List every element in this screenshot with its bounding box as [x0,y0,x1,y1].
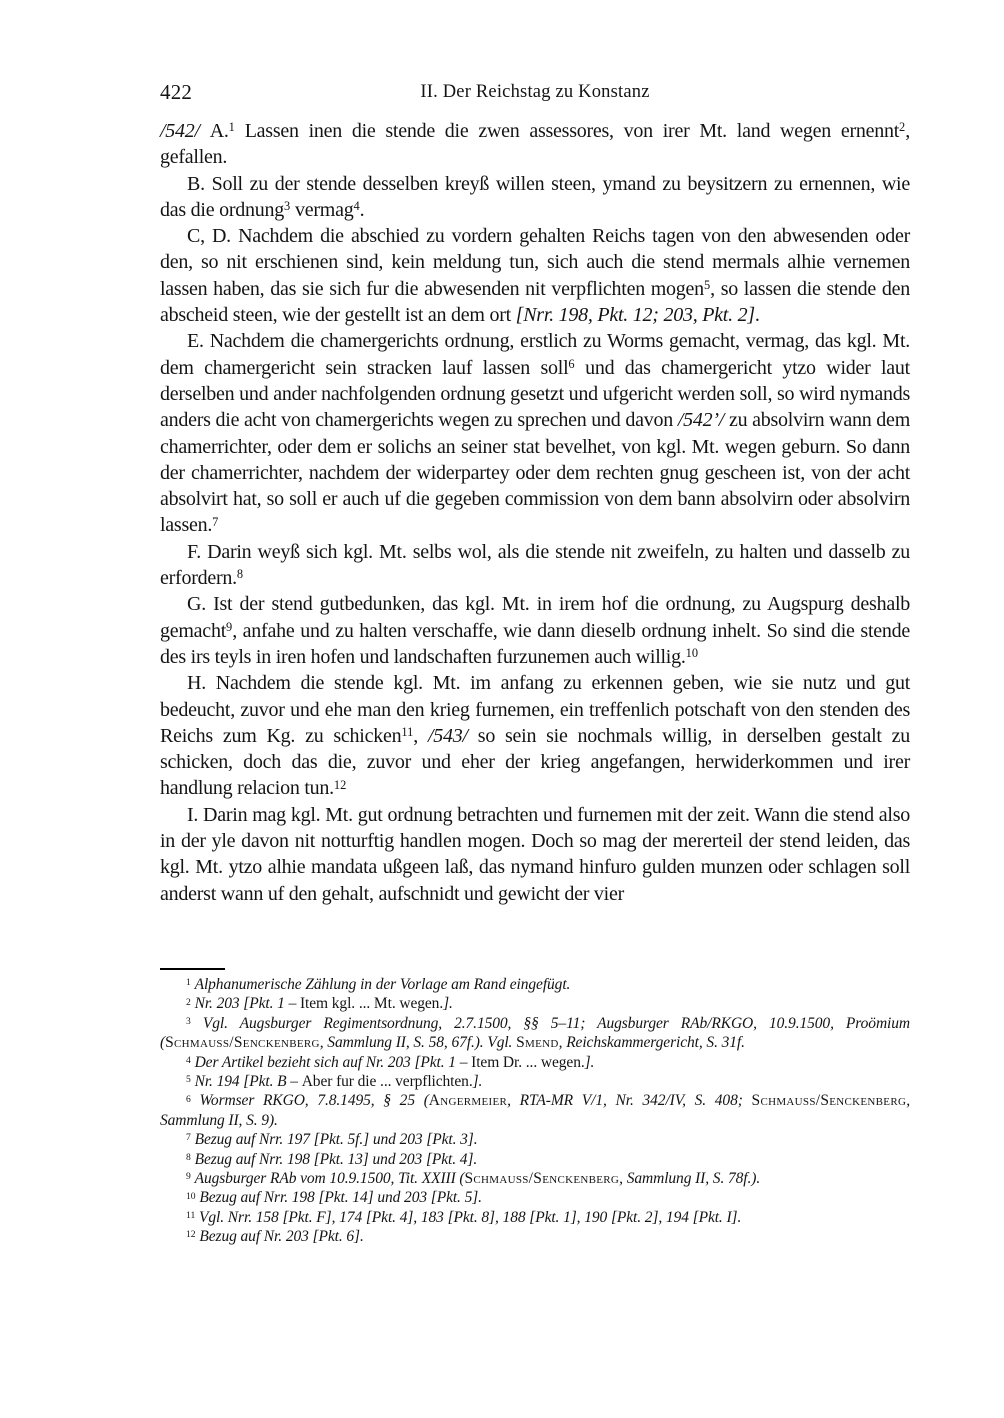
footnote [160,1227,910,1246]
text-run: Item Dr. ... wegen. [471,1053,585,1071]
text-run: so sein sie nochmals willig, in derselben gestalt zu schicken, doch das die, zuvor und eher der krieg angefangen, herwiderkommen und irer handlung relacion tun. [160,724,910,800]
footnotes-section [160,975,910,1247]
text-run: Item kgl. ... Mt. wegen. [300,995,444,1013]
footnote [160,1072,910,1091]
italic-text: , Sammlung II, S. 78f.). [619,1170,761,1188]
footnote-reference: 7 [212,514,219,529]
footnote-reference: 2 [899,120,906,135]
body-paragraph [160,802,910,907]
italic-text: Vgl. Nrr. 158 [Pkt. F], 174 [Pkt. 4], 183 [Pkt. 8], 188 [Pkt. 1], 190 [Pkt. 2], 194 [Pkt. I]. [199,1208,742,1226]
footnote [160,1091,910,1130]
footnote-reference: 10 [685,646,699,661]
text-run: Lassen inen die stende die zwen assessores, von irer Mt. land wegen ernennt [234,120,900,142]
body-paragraph [160,591,910,670]
footnote-marker: 7 [186,1132,191,1144]
text-run: und das chamergericht ytzo wider laut derselben und ander nachfolgenden ordnung gesetzt und ufgericht werden soll, so wird nymands anders die acht von chamergerichts wegen zu sprechen und davon [160,356,910,432]
italic-text: , Sammlung II, S. 58, 67f.). Vgl. [319,1034,517,1052]
italic-text: Bezug auf Nrr. 197 [Pkt. 5f.] und 203 [Pkt. 3]. [194,1131,478,1149]
text-run: , gefallen. [160,120,910,169]
footnote-marker: 1 [186,977,191,989]
text-run: E. Nachdem die chamergerichts ordnung, erstlich zu Worms gemacht, vermag, das kgl. Mt. dem chamergericht sein stracken lauf lassen soll [160,330,910,379]
text-run: vermag [290,198,354,221]
author-smallcaps: Smend [516,1034,559,1052]
italic-text: /543/ [427,724,468,747]
italic-text: ]. [584,1053,595,1071]
text-run: G. Ist der stend gutbedunken, das kgl. Mt. in irem hof die ordnung, zu Augspurg deshalb gemacht [160,593,910,642]
footnote-marker: 2 [186,996,191,1008]
footnote-marker: 3 [186,1015,191,1027]
text-run: H. Nachdem die stende kgl. Mt. im anfang zu erkennen geben, wie sie nutz und gut bedeucht, zuvor und ehe man den krieg furnemen, ein treffenlich potschaft von den stenden des Reichs zum Kg. zu schicken [160,672,910,747]
body-text [160,118,910,907]
body-paragraph [160,223,910,328]
body-paragraph [160,118,910,171]
footnote-reference: 9 [226,620,233,635]
italic-text: Bezug auf Nr. 203 [Pkt. 6]. [199,1228,364,1246]
text-run: Aber fur die ... verpflichten. [301,1073,473,1091]
italic-text: ]. [443,995,453,1013]
text-run: I. Darin mag kgl. Mt. gut ordnung betrachten und furnemen mit der zeit. Wann die stend also in der yle davon nit notturftig handlen mogen. Doch so mag der mererteil der stend leiden, das kgl. Mt. ytzo alhie mandata ußgeen laß, das nymand hinfuro gulden munzen oder schlagen soll anderst wann uf den gehalt, aufschnidt und gewicht der vier [160,803,910,905]
footnote-marker: 11 [186,1210,196,1222]
italic-text: , RTA-MR V/1, Nr. 342/IV, S. 408; [507,1092,752,1110]
footnote [160,1188,910,1207]
body-paragraph [160,328,910,538]
footnote-marker: 10 [186,1190,196,1202]
body-paragraph [160,171,910,224]
italic-text: Nr. 194 [Pkt. B – [194,1073,302,1091]
text-run: C, D. Nachdem die abschied zu vordern gehalten Reichs tagen von den abwesenden oder den, so nit erschienen sind, kein meldung tun, sich auch die stend mermals alhie vernemen lassen haben, das sie sich fur die abwesenden nit verpflichten mogen [160,225,910,300]
italic-text: /542’/ [677,409,725,432]
body-paragraph [160,539,910,592]
author-smallcaps: Schmauss/Senckenberg [464,1170,620,1188]
italic-text: Der Artikel bezieht sich auf Nr. 203 [Pkt. 1 – [194,1053,472,1071]
italic-text: [Nrr. 198, Pkt. 12; 203, Pkt. 2] [515,304,755,327]
footnote-reference: 4 [353,199,360,214]
footnote [160,1169,910,1188]
text-run: , [413,724,428,747]
running-title: II. Der Reichstag zu Konstanz [420,82,650,102]
text-run: A. [209,120,229,142]
author-smallcaps: Schmauss/Senckenberg [165,1034,320,1052]
footnote [160,975,910,994]
page-header [160,80,910,106]
italic-text: Alphanumerische Zählung in der Vorlage am Rand eingefügt. [194,976,571,993]
footnote [160,1053,910,1072]
footnote-reference: 8 [236,567,244,582]
page-number: 422 [160,80,193,104]
footnote-marker: 9 [186,1171,191,1183]
footnote-marker: 8 [186,1151,191,1163]
footnote-reference: 1 [228,120,235,135]
text-run: . [754,304,760,327]
footnote-reference: 11 [401,725,414,740]
body-paragraph [160,670,910,801]
text-run: , so lassen die stende den abscheid steen, wie der gestellt ist an dem ort [160,277,910,327]
italic-text: Nr. 203 [Pkt. 1 – [194,995,300,1013]
author-smallcaps: Angermeier [428,1092,508,1110]
italic-text: Bezug auf Nrr. 198 [Pkt. 13] und 203 [Pkt. 4]. [194,1150,478,1168]
footnote [160,994,910,1013]
text-run: F. Darin weyß sich kgl. Mt. selbs wol, als die stende nit zweifeln, zu halten und dasselb zu erfordern. [160,540,910,590]
italic-text: /542/ [160,120,210,142]
italic-text: Bezug auf Nrr. 198 [Pkt. 14] und 203 [Pkt. 5]. [199,1189,482,1207]
italic-text: ]. [472,1073,483,1091]
footnote [160,1130,910,1149]
footnote-marker: 12 [186,1229,196,1241]
author-smallcaps: Schmauss/Senckenberg [751,1092,907,1110]
footnote-marker: 6 [186,1093,191,1105]
italic-text: , Sammlung II, S. 9). [160,1092,910,1129]
text-run: zu absolvirn wann dem chamerrichter, oder dem er solichs an seiner stat bevelhet, von kgl. Mt. wegen geburn. So dann der chamerrichter, nachdem der widerpartey oder dem rechten gnug gescheen ist, von der acht absolvirt hat, so soll er auch uf die gegeben commission von dem bann absolvirn oder absolvirn lassen. [160,409,910,537]
text-run: . [359,198,365,221]
footnote-reference: 3 [284,199,291,214]
footnote [160,1208,910,1227]
italic-text: Vgl. Augsburger Regimentsordnung, 2.7.1500, §§ 5–11; Augsburger RAb/RKGO, 10.9.1500, Proömium ( [160,1014,910,1052]
italic-text: Wormser RKGO, 7.8.1495, § 25 ( [199,1092,429,1110]
footnote-marker: 5 [186,1074,191,1086]
italic-text: Augsburger RAb vom 10.9.1500, Tit. XXIII ( [194,1170,465,1188]
footnote [160,1150,910,1169]
footnote [160,1014,910,1053]
italic-text: , Reichskammergericht, S. 31f. [558,1034,745,1052]
footnote-separator-rule [160,968,225,970]
footnote-reference: 12 [333,777,347,792]
text-run: , anfahe und zu halten verschaffe, wie dann dieselb ordnung inhelt. So sind die stende des irs teyls in iren hofen und landschaften furzunemen auch willig. [160,619,910,668]
footnote-reference: 5 [703,278,711,293]
footnote-marker: 4 [186,1054,191,1066]
text-run: B. Soll zu der stende desselben kreyß willen steen, ymand zu beysitzern zu ernennen, wie das die ordnung [160,172,910,221]
footnote-reference: 6 [568,357,575,372]
